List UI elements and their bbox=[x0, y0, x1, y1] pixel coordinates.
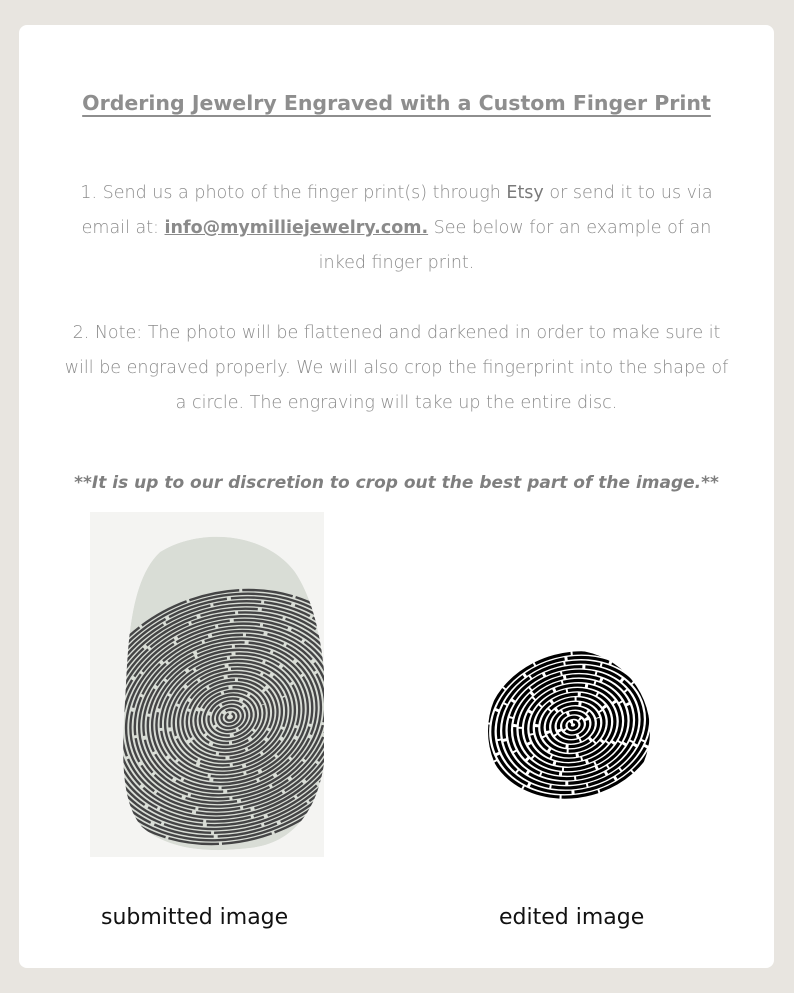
discretion-note: **It is up to our discretion to crop out the best part of the image.** bbox=[74, 473, 719, 493]
step-2-paragraph: 2. Note: The photo will be flattened and darkened in order to make sure it will be engraved properly. We will also crop the fingerprint into the shape of a circle. The engraving will take up the entire disc. bbox=[64, 323, 729, 413]
step-1-text-c: See below for an example of an inked finger print. bbox=[318, 218, 712, 273]
submitted-fingerprint-image bbox=[90, 512, 324, 857]
email-link[interactable]: info@mymilliejewelry.com. bbox=[164, 218, 429, 238]
content-card bbox=[19, 25, 774, 968]
edited-image-caption: edited image bbox=[499, 905, 645, 930]
etsy-link[interactable]: Etsy bbox=[506, 183, 544, 203]
step-1-paragraph bbox=[59, 176, 734, 281]
step-1-text-a: 1. Send us a photo of the finger print(s) through bbox=[80, 183, 507, 203]
submitted-image-caption: submitted image bbox=[101, 905, 289, 930]
step-1-text-b: or send it to us via email at: bbox=[81, 183, 713, 238]
page-title: Ordering Jewelry Engraved with a Custom Finger Print bbox=[82, 91, 711, 115]
edited-fingerprint-image bbox=[487, 649, 651, 813]
